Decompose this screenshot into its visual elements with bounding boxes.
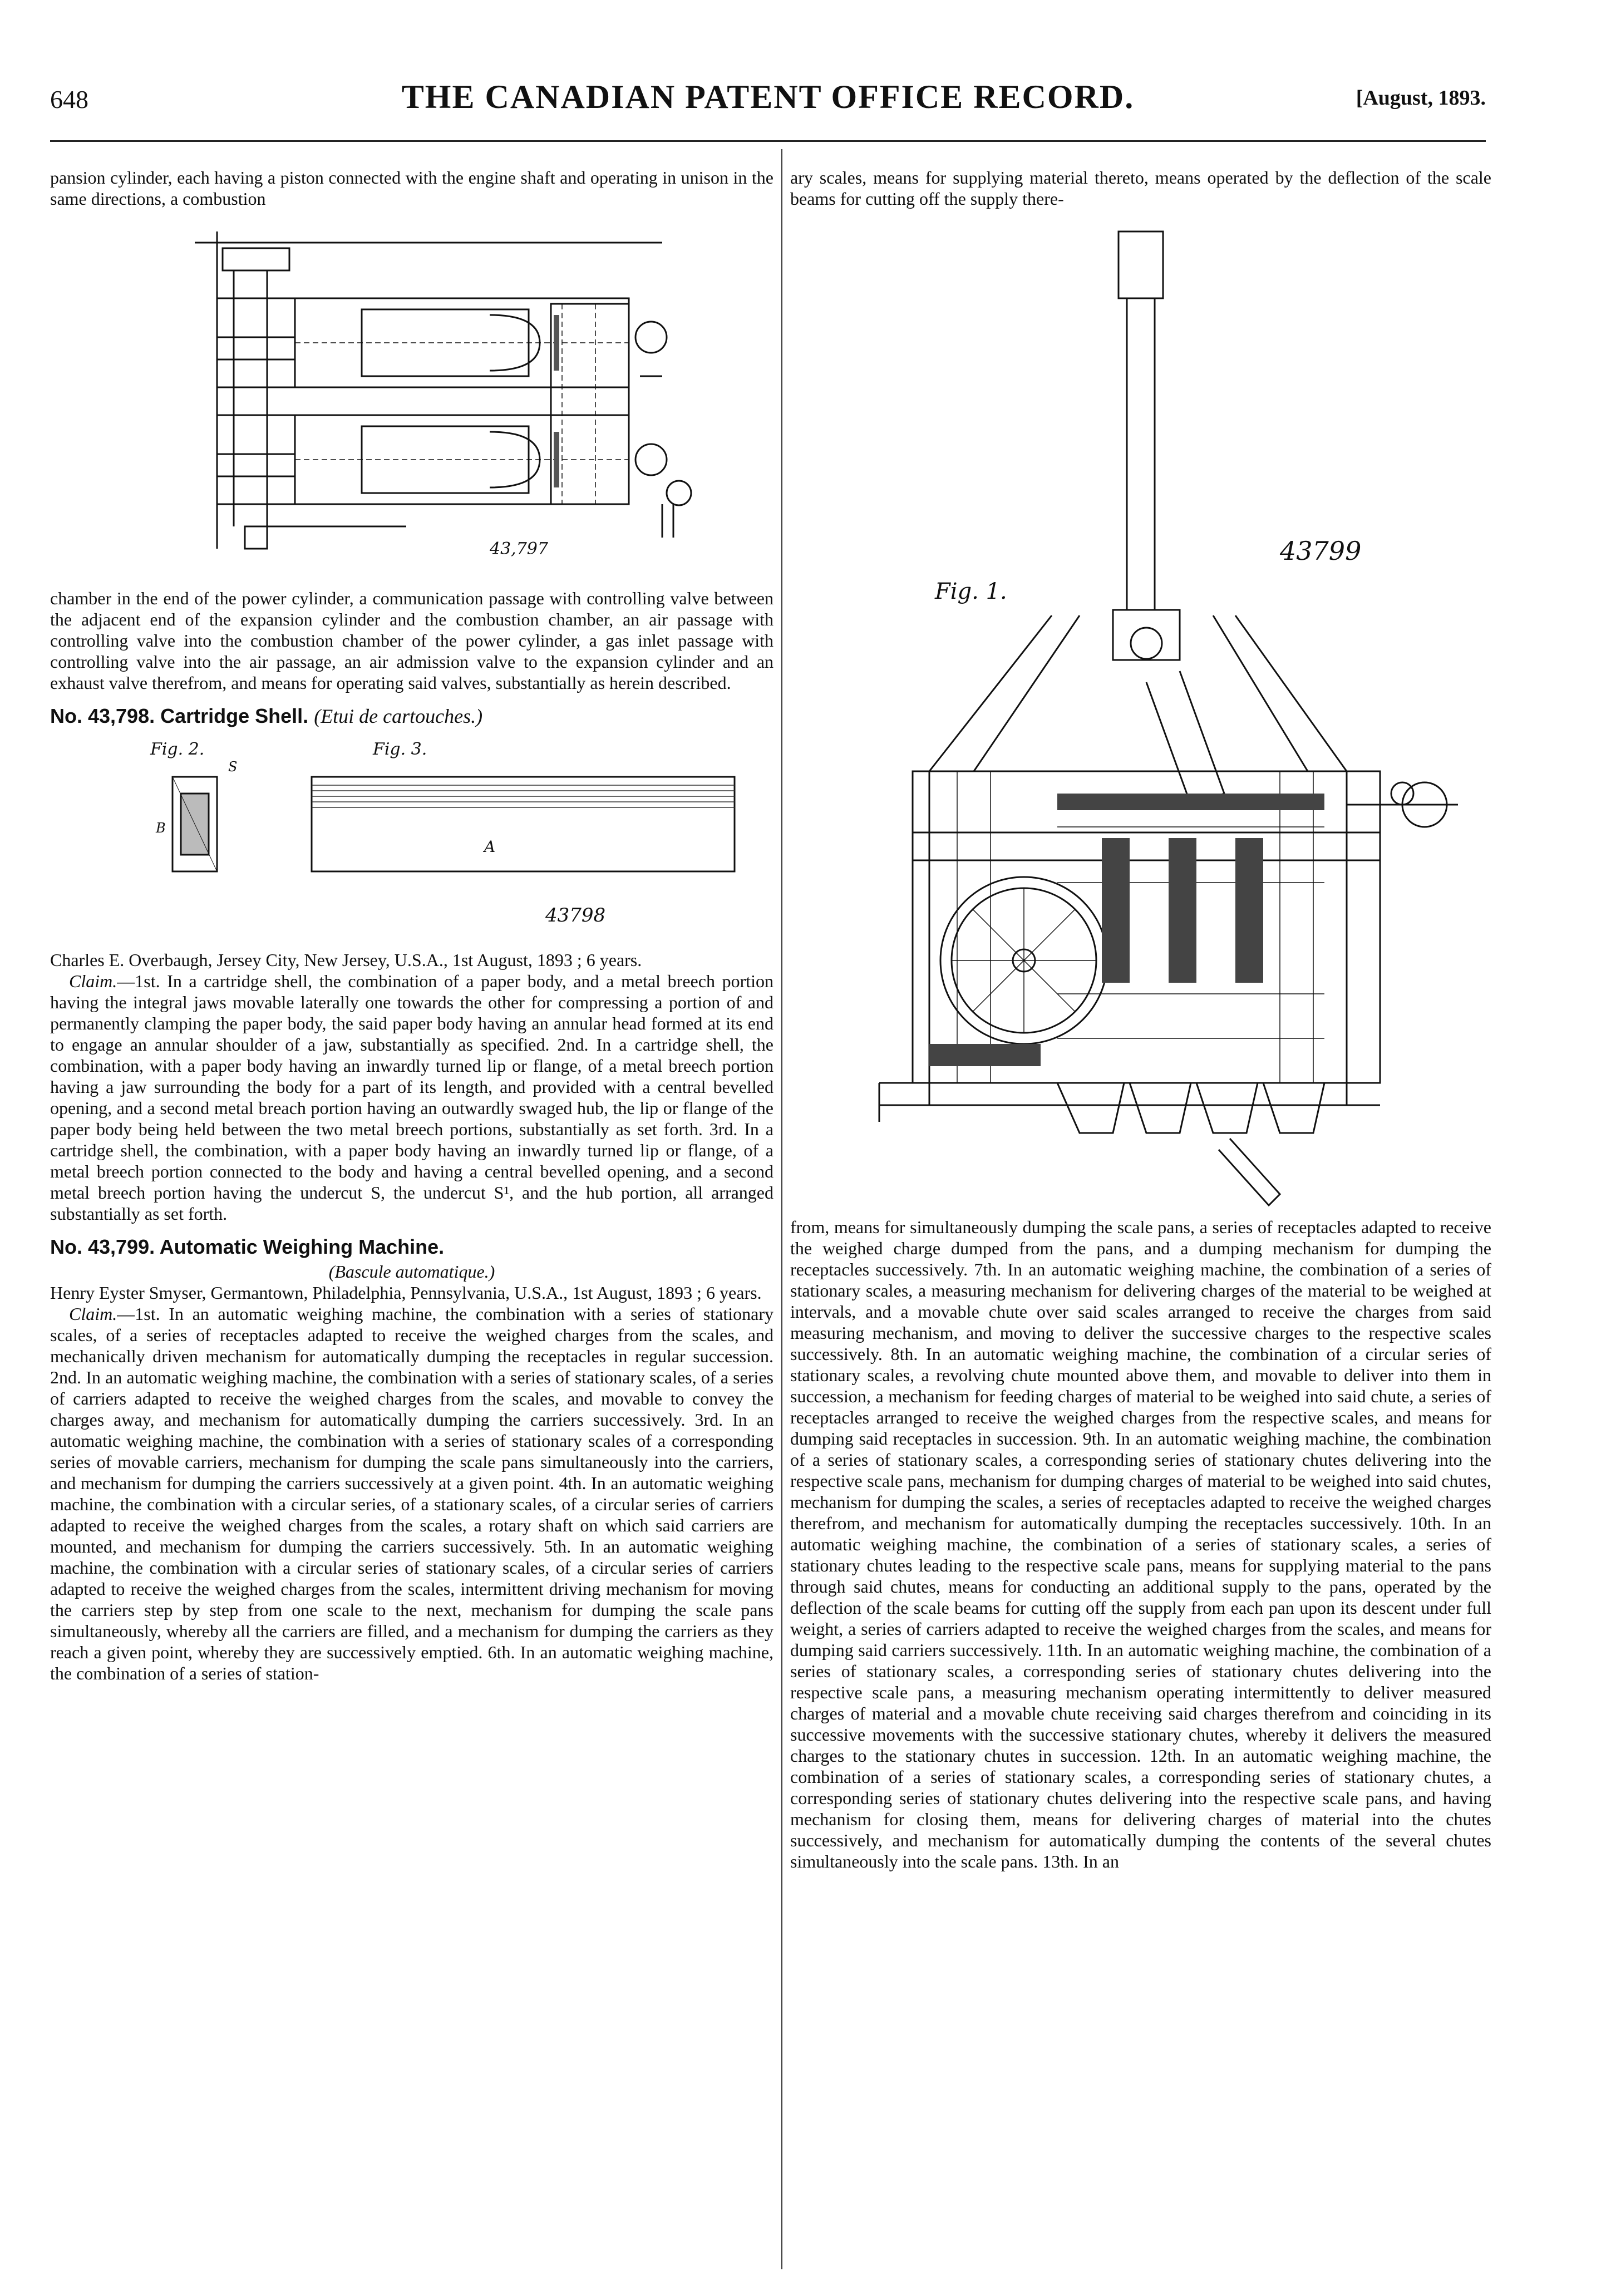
patent-43798-french-title: (Etui de cartouches.): [314, 705, 483, 727]
engine-drawing-figure: [50, 215, 773, 582]
patent-43799-heading: [50, 1236, 773, 1258]
fig2-label: Fig. 2.: [150, 740, 205, 759]
patent-43799-title: Automatic Weighing Machine.: [159, 1235, 445, 1258]
right-column: [790, 167, 1491, 2270]
figure-number-43797: 43,797: [490, 539, 548, 559]
patent-43799-french-title: (Bascule automatique.): [328, 1262, 495, 1282]
patent-43798-claim-label: Claim.: [69, 971, 117, 991]
svg-text:A: A: [484, 837, 496, 856]
issue-date: [August, 1893.: [1356, 86, 1486, 110]
weighing-machine-drawing: [790, 215, 1491, 1211]
continued-claim-top: pansion cylinder, each having a piston connected with the engine shaft and operating in unison in the same directions, a combustion: [50, 167, 773, 209]
publication-title: THE CANADIAN PATENT OFFICE RECORD.: [401, 78, 1135, 115]
engine-drawing: [50, 215, 773, 582]
left-column: [50, 167, 773, 2270]
patent-43798-number: No. 43,798.: [50, 704, 155, 727]
page-number: 648: [50, 85, 88, 114]
svg-text:B: B: [156, 820, 166, 836]
patent-43799-claims-continued: from, means for simultaneously dumping the scale pans, a series of receptacles adapted to receive the weighed charge dumped from the pans, and a dumping mechanism for dumping the receptacles successively. 7th. In an automatic weighing machine, the combination of a series of stationary scales, a measuring mechanism for delivering charges of the material to be weighed at intervals, and a movable chute over said scales arranged to receive the charges from said measuring mechanism, and moving to deliver the successive charges to the respective scales successively. 8th. In an automatic weighing machine, the combination of a circular series of stationary scales, a revolving chute mounted above them, and movable to deliver into them in succession, a mechanism for feeding charges of material to be weighed into said chute, a series of receptacles arranged to receive the weighed charges from the respective scales, and means for dumping said receptacles in succession. 9th. In an automatic weighing machine, the combination of a series of stationary scales, a corresponding series of stationary chutes delivering into the respective scale pans, mechanism for dumping charges of material to be weighed into said chutes, mechanism for dumping the scales, a series of receptacles adapted to receive the weighed charges therefrom, and mechanism for automatically dumping the receptacles successively. 10th. In an automatic weighing machine, the combination of a series of stationary scales, a series of stationary chutes leading to the respective scale pans, means for supplying material to the pans through said chutes, means for conducting an additional supply to the pans, operated by the deflection of the scale beams for cutting off the supply from each pan upon its descent under full weight, a series of carriers adapted to receive the weighed charges from the scales, and means for dumping said carriers successively. 11th. In an automatic weighing machine, the combination of a series of stationary scales, a corresponding series of stationary chutes delivering into the respective scale pans, a measuring mechanism operating intermittently to deliver measured charges of material and a movable chute receiving said charges therefrom and coinciding in its successive movements with the successive stationary chutes, whereby it delivers the measured charges to the stationary chutes in succession. 12th. In an automatic weighing machine, the combination of a series of stationary scales, a corresponding series of stationary chutes, a corresponding series of stationary chutes delivering into the respective scale pans, and having mechanism for closing them, means for delivering charges of material into the chutes successively, and mechanism for automatically dumping the contents of the several chutes simultaneously into the scale pans. 13th. In an: [790, 1217, 1491, 1871]
patent-43799-number: No. 43,799.: [50, 1235, 155, 1258]
continued-claim-right-top: ary scales, means for supplying material thereto, means operated by the deflection of the scale beams for cutting off the supply there-: [790, 167, 1491, 209]
patent-43799-claim-label: Claim.: [69, 1304, 117, 1324]
patent-43799-inventor: Henry Eyster Smyser, Germantown, Philadelphia, Pennsylvania, U.S.A., 1st August, 1893 ; 6 years.: [50, 1283, 762, 1303]
svg-text:S: S: [228, 759, 238, 775]
patent-43798-claim-text: —1st. In a cartridge shell, the combination of a paper body, and a metal breech portion having the integral jaws movable laterally one towards the other for compressing a portion of and permanently clamping the paper body, the said paper body having an annular head formed at its end to engage an annular shoulder of a jaw, substantially as specified. 2nd. In a cartridge shell, the combination, with a paper body having an inwardly turned lip or flange, of a metal breech portion having a jaw surrounding the body for a part of its length, and provided with a central bevelled opening, and a second metal breach portion having an outwardly swaged hub, the lip or flange of the paper body being held between the two metal breech portions, substantially as set forth. 3rd. In a cartridge shell, the combination, with a paper body having an inwardly turned lip or flange, of a metal breech portion connected to the body and having a central bevelled opening, and a second metal breech portion having the undercut S, the undercut S¹, and the hub portion, all arranged substantially as set forth.: [50, 971, 773, 1224]
fig3-label: Fig. 3.: [373, 740, 427, 759]
figure-number-43798: 43798: [545, 904, 606, 927]
patent-43799-claim-text: —1st. In an automatic weighing machine, the combination with a series of stationary scales, of a series of receptacles adapted to receive the weighed charges from the scales, and mechanically driven mechanism for automatically dumping the receptacles in regular succession. 2nd. In an automatic weighing machine, the combination with a series of stationary scales, of a series of carriers adapted to receive the weighed charges from the scales, and movable to convey the charges away, and mechanism for automatically dumping the carriers successively. 3rd. In an automatic weighing machine, the combination with a series of stationary scales of a corresponding series of movable carriers, mechanism for dumping the scale pans simultaneously into the carriers, and mechanism for dumping the carriers successively at a given point. 4th. In an automatic weighing machine, the combination with a circular series, of a stationary scales, of a circular series of carriers adapted to receive the weighed charges from the scales, a rotary shaft on which said carriers are mounted, and mechanism for dumping the carriers successively. 5th. In an automatic weighing machine, the combination with a circular series of stationary scales, of a circular series of carriers adapted to receive the weighed charges from the scales, intermittent driving mechanism for moving the carriers step by step from one scale to the next, mechanism for dumping the scale pans simultaneously, whereby all the carriers are filled, and a mechanism for dumping the carriers as they reach a given point, whereby they are successively emptied. 6th. In an automatic weighing machine, the combination of a series of station-: [50, 1304, 773, 1683]
patent-43798-claims: [50, 970, 773, 1224]
page-header: [50, 78, 1486, 139]
figure-number-43799: 43799: [1280, 536, 1362, 566]
patent-43798-inventor: Charles E. Overbaugh, Jersey City, New Jersey, U.S.A., 1st August, 1893 ; 6 years.: [50, 950, 642, 970]
fig1-label: Fig. 1.: [935, 579, 1007, 604]
weighing-machine-figure: [790, 215, 1491, 1211]
cartridge-shell-figure: [50, 732, 773, 944]
patent-43798-heading: [50, 706, 773, 727]
patent-43798-title: Cartridge Shell.: [160, 704, 309, 727]
column-divider: [781, 149, 782, 2269]
patent-43799-claims: [50, 1303, 773, 1684]
continued-claim-text: chamber in the end of the power cylinder, a communication passage with controlling valve between the adjacent end of the expansion cylinder and the combustion chamber, an air passage with controlling valve into the combustion chamber of the power cylinder, a gas inlet passage with controlling valve into the air passage, an air admission valve to the expansion cylinder and an exhaust valve therefrom, and means for operating said valves, substantially as herein described.: [50, 588, 773, 693]
header-rule: [50, 140, 1486, 142]
cartridge-shell-drawing: [50, 732, 773, 944]
